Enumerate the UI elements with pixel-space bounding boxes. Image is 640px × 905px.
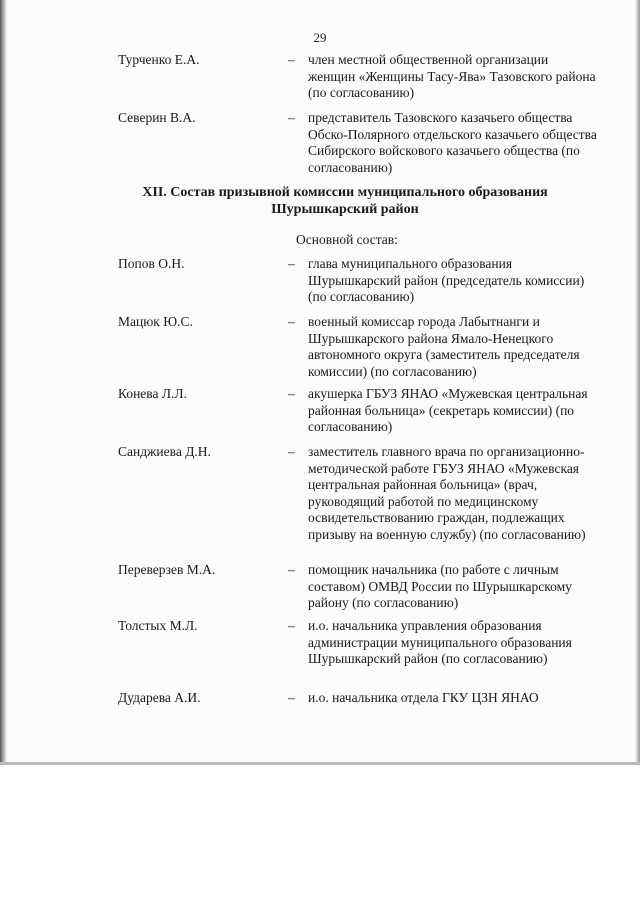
member-name: Турченко Е.А. [118, 52, 200, 67]
member-description: заместитель главного врача по организационно-методической работе ГБУЗ ЯНАО «Мужевская центральная районная больница» (врач, руководящий работой по медицинскому освидетельствованию граждан, подлежащих призыву на военную службу) (по согласованию) [308, 444, 586, 542]
member-description: помощник начальника (по работе с личным составом) ОМВД России по Шурышкарскому району (по согласованию) [308, 562, 572, 610]
member-description: акушерка ГБУЗ ЯНАО «Мужевская центральная районная больница» (секретарь комиссии) (по согласованию) [308, 386, 588, 434]
member-name: Попов О.Н. [118, 256, 185, 271]
dash-separator: – [288, 444, 295, 459]
member-description: член местной общественной организации женщин «Женщины Тасу-Ява» Тазовского района (по согласованию) [308, 52, 596, 100]
member-description: и.о. начальника отдела ГКУ ЦЗН ЯНАО [308, 690, 539, 705]
member-description: и.о. начальника управления образования администрации муниципального образования Шурышкарский район (по согласованию) [308, 618, 572, 666]
member-name: Переверзев М.А. [118, 562, 216, 577]
page-bottom-edge [0, 762, 640, 765]
dash-separator: – [288, 110, 295, 125]
member-name: Мацюк Ю.С. [118, 314, 193, 329]
dash-separator: – [288, 256, 295, 271]
scan-edge-right [635, 0, 640, 764]
page-number: 29 [313, 30, 327, 45]
dash-separator: – [288, 314, 295, 329]
dash-separator: – [288, 690, 295, 705]
member-name: Конева Л.Л. [118, 386, 187, 401]
subsection-title: Основной состав: [296, 232, 398, 247]
member-name: Дударева А.И. [118, 690, 201, 705]
member-name: Санджиева Д.Н. [118, 444, 211, 459]
member-description: представитель Тазовского казачьего общества Обско-Полярного отдельского казачьего общества Сибирского войскового казачьего общества (по согласованию) [308, 110, 597, 175]
member-name: Северин В.А. [118, 110, 196, 125]
dash-separator: – [288, 52, 295, 67]
dash-separator: – [288, 386, 295, 401]
dash-separator: – [288, 618, 295, 633]
member-name: Толстых М.Л. [118, 618, 198, 633]
dash-separator: – [288, 562, 295, 577]
member-description: глава муниципального образования Шурышкарский район (председатель комиссии) (по согласованию) [308, 256, 585, 304]
section-title: XII. Состав призывной комиссии муниципального образования Шурышкарский район [142, 185, 548, 217]
member-description: военный комиссар города Лабытнанги и Шурышкарского района Ямало-Ненецкого автономного округа (заместитель председателя комиссии) (по согласованию) [308, 314, 580, 379]
scan-edge-left [0, 0, 7, 764]
